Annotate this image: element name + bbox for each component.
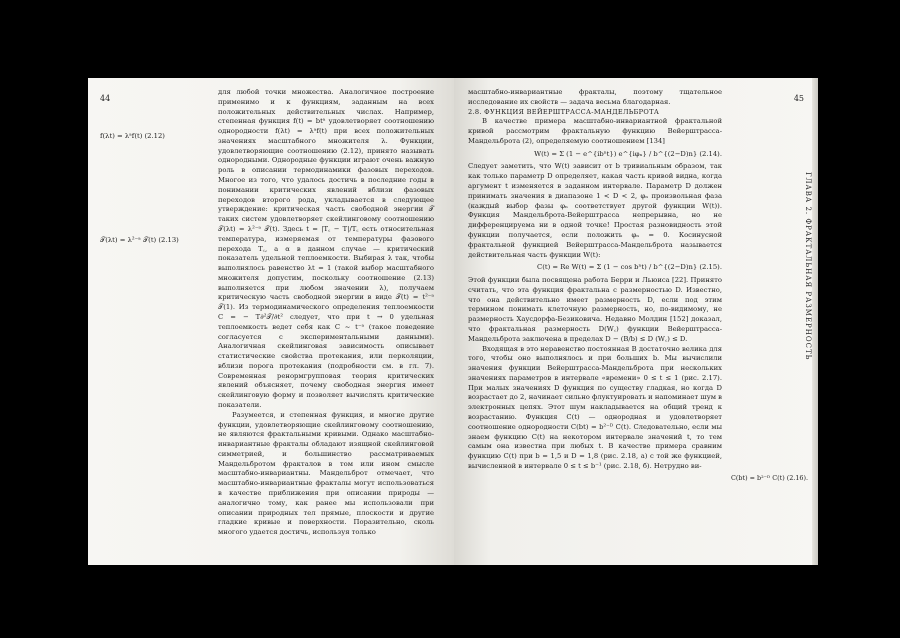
left-paragraph-1: для любой точки множества. Аналогичное построение применимо и к функциям, заданным на всех положительных действительных числах. Например, степенная функция f(t) = btᵃ удовлетворяет соотношению однородности f(λt) = λᵃf(t) при всех положительных значениях масштабного множителя λ. Функции, удовлетворяющие соотношению (2.12), принято называть однородными. Однородные функции играют очень важную роль в описании термодинамики фазовых переходов. Многое из того, что удалось достичь в последние годы в понимании критических явлений вблизи фазовых переходов второго рода, укладывается в следующее утверждение: критическая часть свободной энергии 𝒯 таких систем удовлетворяет скейлинговому соотношению 𝒯(λt) = λ²⁻ᵃ 𝒯(t). Здесь t = |T꜀ − T|/T꜀ есть относительная температура, измеряемая от температуры фазового перехода T꜀, а α в данном случае — критический показатель удельной теплоемкости. Выбирая λ так, чтобы выполнялось равенство λt = 1 (такой выбор масштабного множителя допустим, поскольку соотношение (2.13) выполняется при любом значении λ), получаем критическую часть свободной энергии в виде 𝒯(t) = t²⁻ᵃ 𝒯(1). Из термодинамического определения теплоемкости C = − T∂²𝒯/∂t² следует, что при t → 0 удельная теплоемкость ведет себя как C ~ t⁻ᵃ (такое поведение согласуется с экспериментальными данными). Аналогичная скейлинговая зависимость описывает статистические свойства протекания, или перколяции, вблизи порога протекания (подробности см. в гл. 7). Современная ренормгрупповая теория критических явлений объясняет, почему свободная энергия имеет скейлинговую форму и позволяет вычислять критические показатели.: [218, 88, 434, 409]
right-paragraph-1: В качестве примера масштабно-инвариантной фрактальной кривой рассмотрим фрактальную функцию Вейерштрасса-Мандельброта (2), определяемую соотношением [134]: [468, 117, 722, 145]
right-page-body: [468, 88, 722, 472]
running-head: ГЛАВА 2. ФРАКТАЛЬНАЯ РАЗМЕРНОСТЬ: [804, 172, 812, 361]
formula-2-16: C(bt) = b²⁻ᴰ C(t) (2.16).: [731, 474, 808, 482]
right-paragraph-3: Этой функции была посвящена работа Берри и Льюиса [22]. Принято считать, что эта функция фрактальна с размерностью D. Известно, что она действительно имеет размерность D, если под этим термином понимать клеточную размерность, но, по-видимому, не размерность Хаусдорфа-Безиковича. Недавно Молдин [152] доказал, что фрактальная размерность D(W꜀) функции Вейерштрасса-Мандельброта заключена в пределах D − (B/b) ≤ D (W꜀) ≤ D.: [468, 276, 722, 343]
formula-2-13: 𝒯(λt) = λ²⁻ᵃ 𝒯(t) (2.13): [100, 236, 179, 244]
left-page: [88, 78, 454, 565]
right-paragraph-4: Входящая в это неравенство постоянная B достаточно велика для того, чтобы оно выполнялось и при больших b. Мы вычислили значения функции Вейерштрасса-Мандельброта при нескольких значениях параметров в интервале «времени» 0 ≤ t ≤ 1 (рис. 2.17). При малых значениях D функция по существу гладкая, но когда D возрастает до 2, начинает сильно флуктуировать и напоминает шум в электронных цепях. Этот шум накладывается на общий тренд к возрастанию. Функция C(t) — однородная и удовлетворяет соотношение однородности C(bt) = b²⁻ᴰ C(t). Следовательно, если мы знаем функцию C(t) на некотором интервале значений t, то тем самым она известна при любых t. В качестве примера сравним функцию C(t) при b = 1,5 и D = 1,8 (рис. 2.18, a) с той же функцией, вычисленной в интервале 0 ≤ t ≤ b⁻¹ (рис. 2.18, б). Нетрудно ви-: [468, 344, 722, 470]
right-paragraph-2: Следует заметить, что W(t) зависит от b тривиальным образом, так как только параметр D определяет, какая часть кривой видна, когда аргумент t изменяется в заданном интервале. Параметр D должен принимать значения в диапазоне 1 < D < 2, φₙ произвольная фаза (каждый выбор фазы φₙ соответствует другой функции W(t)). Функция Мандельброта-Вейерштрасса непрерывна, но не дифференцируема ни в одной точке! Простая разновидность этой функции получается, если положить φₙ = 0. Косинусной фрактальной функцией Вейерштрасса-Мандельброта называется действительная часть функции W(t):: [468, 162, 722, 259]
formula-2-12: f(λt) = λᵃf(t) (2.12): [100, 132, 165, 140]
left-paragraph-2: Разумеется, и степенная функция, и многие другие функции, удовлетворяющие скейлинговому соотношению, не являются фрактальными кривыми. Однако масштабно-инвариантные фракталы обладают изящной скейлинговой симметрией, и большинство рассматриваемых Мандельбротом фракталов в том или ином смысле масштабно-инвариантны. Мандельброт отмечает, что масштабно-инвариантные фракталы могут использоваться в качестве приближения при описании природы — аналогично тому, как ранее мы использовали при описании природных тел прямые, плоскости и другие гладкие кривые и поверхности. Поразительно, сколь многого удается достичь, используя только: [218, 410, 434, 537]
page-edge: [812, 78, 818, 565]
book-spread: [88, 78, 818, 565]
left-page-body: [218, 88, 434, 538]
right-page: [454, 78, 818, 565]
page-number-right: 45: [793, 94, 804, 103]
right-intro: масштабно-инвариантные фракталы, поэтому тщательное исследование их свойств — задача весьма благодарная.: [468, 88, 722, 106]
page-number-left: 44: [100, 94, 111, 103]
section-title: 2.8. ФУНКЦИЯ ВЕЙЕРШТРАССА-МАНДЕЛЬБРОТА: [468, 107, 660, 116]
formula-2-14: W(t) = Σ (1 − e^{ibⁿt}) e^{iφₙ} / b^{(2−D)n} (2.14).: [534, 149, 722, 158]
formula-2-15: C(t) = Re W(t) = Σ (1 − cos bⁿt) / b^{(2−D)n} (2.15).: [537, 263, 722, 272]
